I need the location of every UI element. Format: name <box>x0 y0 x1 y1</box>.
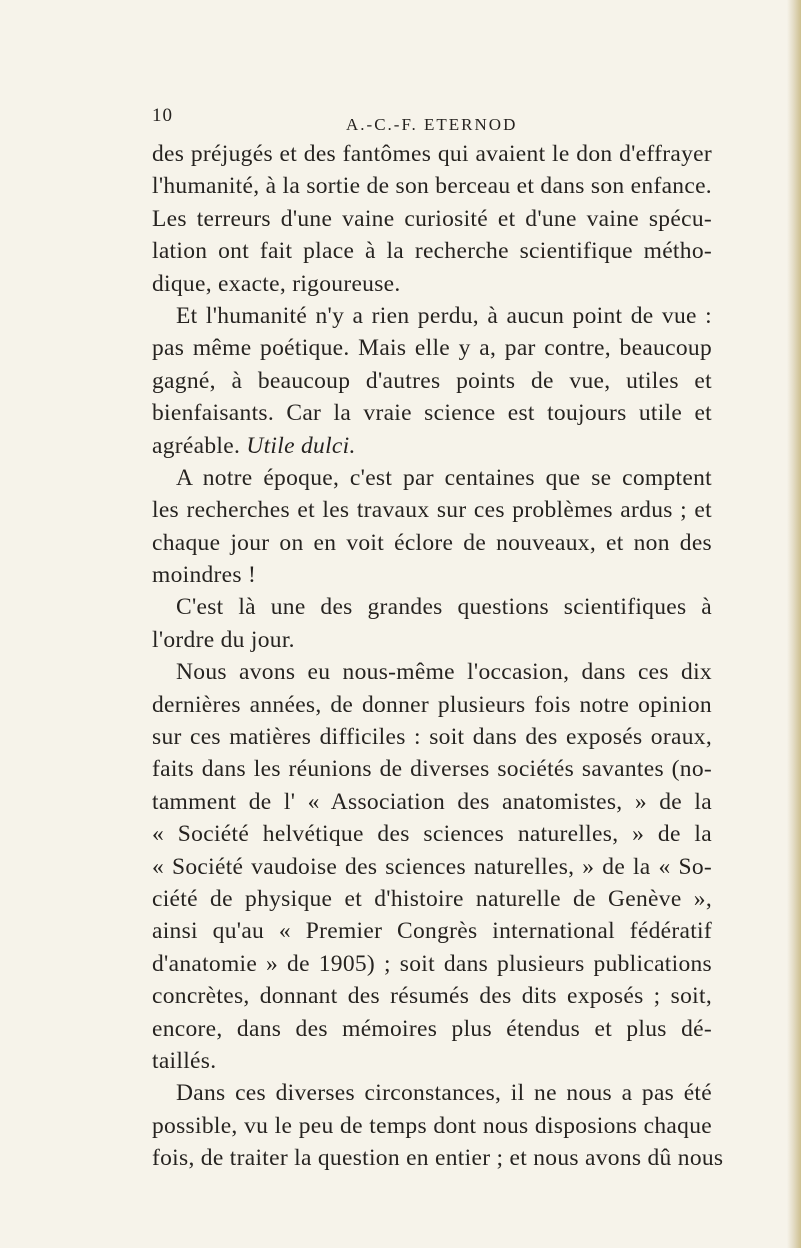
text-line: ainsi qu'au « Premier Congrès international fédératif <box>152 918 712 945</box>
text-line: A notre époque, c'est par centaines que se comptent <box>176 464 712 491</box>
page-number: 10 <box>152 105 173 126</box>
text-line: Nous avons eu nous-même l'occasion, dans ces dix <box>176 659 712 686</box>
text-line: d'anatomie » de 1905) ; soit dans plusieurs publications <box>152 950 712 977</box>
text-line: sur ces matières difficiles : soit dans des exposés oraux, <box>152 724 712 751</box>
text-line: dernières années, de donner plusieurs fois notre opinion <box>152 691 712 718</box>
text-line: encore, dans des mémoires plus étendus et plus dé- <box>152 1015 712 1042</box>
text-line: faits dans les réunions de diverses sociétés savantes (no- <box>152 756 712 783</box>
text-line: ciété de physique et d'histoire naturelle de Genève », <box>152 885 712 912</box>
text-line: bienfaisants. Car la vraie science est toujours utile et <box>152 400 712 427</box>
text-line: pas même poétique. Mais elle y a, par contre, beaucoup <box>152 335 712 362</box>
text-line: chaque jour on en voit éclore de nouveaux, et non des <box>152 529 712 556</box>
text-line: « Société helvétique des sciences naturelles, » de la <box>152 821 712 848</box>
text-line: concrètes, donnant des résumés des dits exposés ; soit, <box>152 983 712 1010</box>
text-line: Les terreurs d'une vaine curiosité et d'une vaine spécu- <box>152 205 712 232</box>
text-line: « Société vaudoise des sciences naturelles, » de la « So- <box>152 853 712 880</box>
text-line: gagné, à beaucoup d'autres points de vue, utiles et <box>152 367 712 394</box>
text-line: fois, de traiter la question en entier ; et nous avons dû nous <box>152 1145 724 1172</box>
text-line: tamment de l' « Association des anatomistes, » de la <box>152 788 712 815</box>
text-line-plain: agréable. <box>152 432 247 459</box>
text-line: possible, vu le peu de temps dont nous disposions chaque <box>152 1112 712 1139</box>
text-line: Et l'humanité n'y a rien perdu, à aucun point de vue : <box>176 302 712 329</box>
body-text <box>152 138 724 1175</box>
text-line <box>152 430 712 462</box>
text-line: moindres ! <box>152 562 257 589</box>
text-line: dique, exacte, rigoureuse. <box>152 270 401 297</box>
text-line: C'est là une des grandes questions scientifiques à <box>176 594 712 621</box>
page-edge-shadow <box>787 0 801 1248</box>
text-line: l'ordre du jour. <box>152 626 295 653</box>
text-line: les recherches et les travaux sur ces problèmes ardus ; et <box>152 497 712 524</box>
text-line: lation ont fait place à la recherche scientifique métho- <box>152 238 712 265</box>
latin-motto: Utile dulci. <box>246 432 356 459</box>
running-head: A.-C.-F. ETERNOD <box>346 115 518 134</box>
text-line: Dans ces diverses circonstances, il ne nous a pas été <box>176 1080 712 1107</box>
text-line: taillés. <box>152 1047 217 1074</box>
text-line: des préjugés et des fantômes qui avaient le don d'effrayer <box>152 141 712 167</box>
text-line: l'humanité, à la sortie de son berceau et dans son enfance. <box>152 173 712 200</box>
